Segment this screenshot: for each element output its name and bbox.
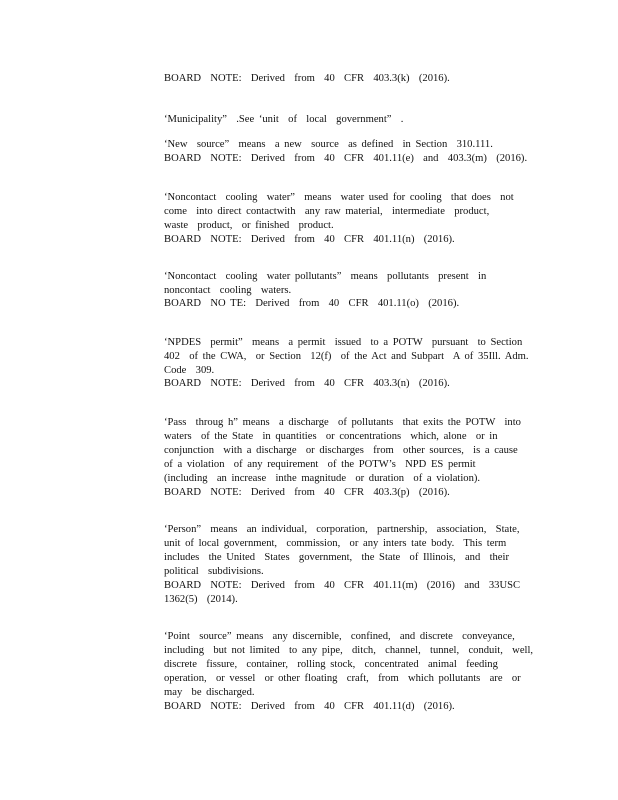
definition-text-line: waters of the State in quantities or concentrations which, alone or in <box>164 431 498 442</box>
definition-text-line: unit of local government, commission, or any inters tate body. This term <box>164 538 507 549</box>
definition-point-source: ‘Point source” means any discernible, confined, and discrete conveyance, <box>164 631 515 642</box>
definition-person: ‘Person” means an individual, corporation, partnership, association, State, <box>164 524 520 535</box>
definition-new-source: ‘New source” means a new source as defined in Section 310.111. <box>164 139 493 150</box>
board-note-line: BOARD NOTE: Derived from 40 CFR 403.3(p) (2016). <box>164 487 450 498</box>
definition-text-line: may be discharged. <box>164 687 255 698</box>
board-note-line: BOARD NOTE: Derived from 40 CFR 401.11(n) (2016). <box>164 234 455 245</box>
definition-text-line: conjunction with a discharge or discharges from other sources, is a cause <box>164 445 518 456</box>
definition-npdes-permit: ‘NPDES permit” means a permit issued to a POTW pursuant to Section <box>164 337 523 348</box>
definition-text-line: 402 of the CWA, or Section 12(f) of the Act and Subpart A of 35Ill. Adm. <box>164 351 529 362</box>
definition-text-line: noncontact cooling waters. <box>164 285 292 296</box>
board-note-line: BOARD NOTE: Derived from 40 CFR 403.3(n) (2016). <box>164 378 450 389</box>
definition-text-line: includes the United States government, the State of Illinois, and their <box>164 552 509 563</box>
definition-text-line: waste product, or finished product. <box>164 220 334 231</box>
definition-text-line: of a violation of any requirement of the POTW’s NPD ES permit <box>164 459 476 470</box>
definition-text-line: come into direct contactwith any raw material, intermediate product, <box>164 206 490 217</box>
board-note-line: BOARD NOTE: Derived from 40 CFR 401.11(m) (2016) and 33USC <box>164 580 521 591</box>
board-note-line: 1362(5) (2014). <box>164 594 238 605</box>
board-note-line: BOARD NOTE: Derived from 40 CFR 401.11(d) (2016). <box>164 701 455 712</box>
definition-pass-through: ‘Pass throug h” means a discharge of pollutants that exits the POTW into <box>164 417 521 428</box>
definition-text-line: Code 309. <box>164 365 215 376</box>
definition-text-line: operation, or vessel or other floating craft, from which pollutants are or <box>164 673 521 684</box>
definition-text-line: including but not limited to any pipe, ditch, channel, tunnel, conduit, well, <box>164 645 534 656</box>
definition-municipality: ‘Municipality” .See ‘unit of local government” . <box>164 114 404 125</box>
board-note-line: BOARD NOTE: Derived from 40 CFR 403.3(k) (2016). <box>164 73 450 84</box>
definition-noncontact-cooling-water-pollutants: ‘Noncontact cooling water pollutants” means pollutants present in <box>164 271 487 282</box>
definition-text-line: political subdivisions. <box>164 566 264 577</box>
board-note-line: BOARD NO TE: Derived from 40 CFR 401.11(o) (2016). <box>164 298 460 309</box>
definition-text-line: discrete fissure, container, rolling stock, concentrated animal feeding <box>164 659 498 670</box>
definition-noncontact-cooling-water: ‘Noncontact cooling water” means water used for cooling that does not <box>164 192 514 203</box>
board-note-line: BOARD NOTE: Derived from 40 CFR 401.11(e) and 403.3(m) (2016). <box>164 153 528 164</box>
definition-text-line: (including an increase inthe magnitude or duration of a violation). <box>164 473 481 484</box>
